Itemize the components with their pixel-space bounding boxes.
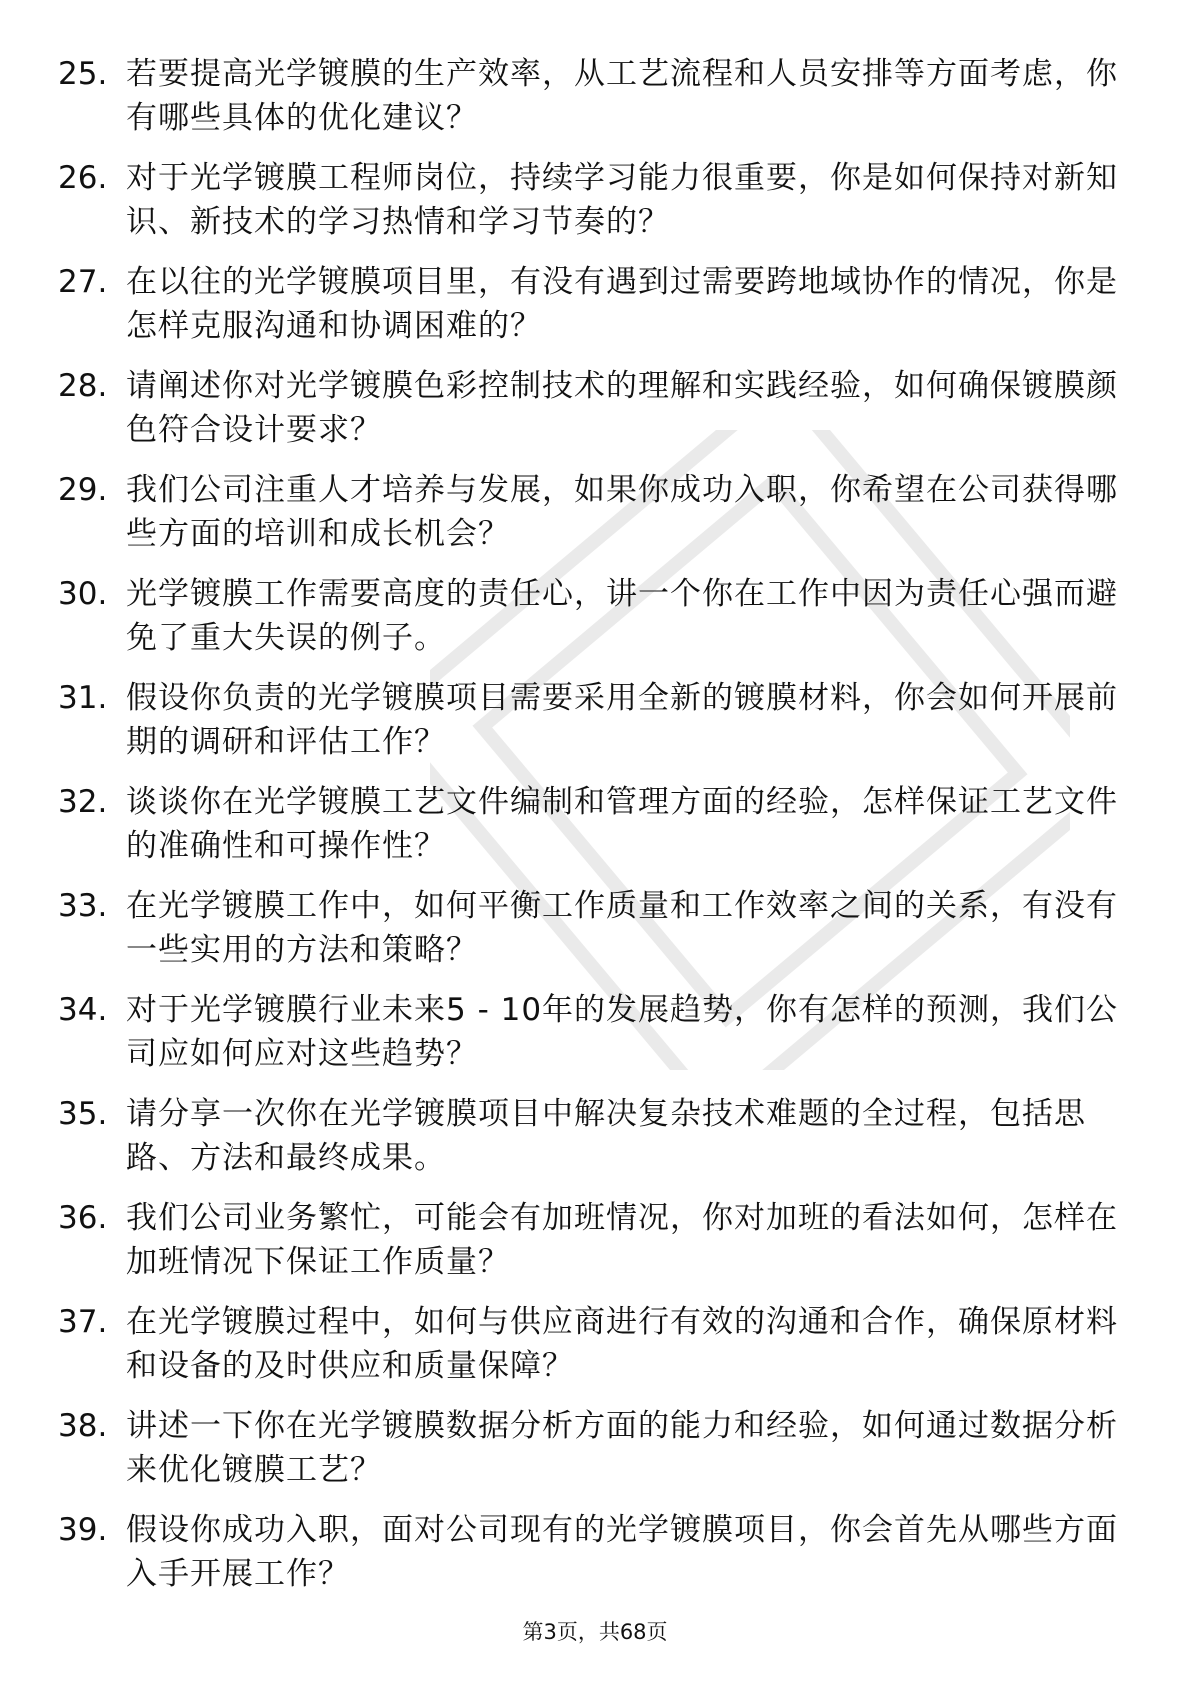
- question-number: 30.: [58, 576, 108, 612]
- question-text: 假设你成功入职，面对公司现有的光学镀膜项目，你会首先从哪些方面入手开展工作？: [126, 1512, 1118, 1592]
- question-number: 26.: [58, 160, 108, 196]
- question-number: 39.: [58, 1512, 108, 1548]
- question-text: 光学镀膜工作需要高度的责任心，讲一个你在工作中因为责任心强而避免了重大失误的例子。: [126, 576, 1118, 656]
- question-text: 在光学镀膜过程中，如何与供应商进行有效的沟通和合作，确保原材料和设备的及时供应和质量保障？: [126, 1304, 1118, 1384]
- question-number: 29.: [58, 472, 108, 508]
- question-number: 25.: [58, 56, 108, 92]
- question-text: 谈谈你在光学镀膜工艺文件编制和管理方面的经验，怎样保证工艺文件的准确性和可操作性？: [126, 784, 1118, 864]
- question-list: [58, 52, 1138, 1612]
- question-item: [58, 780, 1138, 884]
- question-item: [58, 468, 1138, 572]
- question-number: 33.: [58, 888, 108, 924]
- question-text: 假设你负责的光学镀膜项目需要采用全新的镀膜材料，你会如何开展前期的调研和评估工作？: [126, 680, 1118, 760]
- question-item: [58, 52, 1138, 156]
- question-number: 31.: [58, 680, 108, 716]
- question-item: [58, 1508, 1138, 1612]
- question-text: 若要提高光学镀膜的生产效率，从工艺流程和人员安排等方面考虑，你有哪些具体的优化建议？: [126, 56, 1118, 136]
- question-text: 请分享一次你在光学镀膜项目中解决复杂技术难题的全过程，包括思路、方法和最终成果。: [126, 1096, 1086, 1176]
- question-item: [58, 364, 1138, 468]
- question-number: 38.: [58, 1408, 108, 1444]
- question-item: [58, 676, 1138, 780]
- question-item: [58, 1300, 1138, 1404]
- question-number: 32.: [58, 784, 108, 820]
- question-text: 对于光学镀膜行业未来5 - 10年的发展趋势，你有怎样的预测，我们公司应如何应对这些趋势？: [126, 992, 1119, 1072]
- question-text: 我们公司业务繁忙，可能会有加班情况，你对加班的看法如何，怎样在加班情况下保证工作质量？: [126, 1200, 1118, 1280]
- question-number: 28.: [58, 368, 108, 404]
- question-text: 在光学镀膜工作中，如何平衡工作质量和工作效率之间的关系，有没有一些实用的方法和策略？: [126, 888, 1118, 968]
- question-number: 34.: [58, 992, 108, 1028]
- page-footer: 第3页，共68页: [522, 1620, 668, 1644]
- question-item: [58, 1196, 1138, 1300]
- question-item: [58, 1404, 1138, 1508]
- question-text: 对于光学镀膜工程师岗位，持续学习能力很重要，你是如何保持对新知识、新技术的学习热情和学习节奏的？: [126, 160, 1118, 240]
- question-item: [58, 156, 1138, 260]
- question-item: [58, 572, 1138, 676]
- question-text: 在以往的光学镀膜项目里，有没有遇到过需要跨地域协作的情况，你是怎样克服沟通和协调困难的？: [126, 264, 1118, 344]
- question-item: [58, 884, 1138, 988]
- question-item: [58, 260, 1138, 364]
- question-item: [58, 988, 1138, 1092]
- question-number: 37.: [58, 1304, 108, 1340]
- question-item: [58, 1092, 1138, 1196]
- question-number: 27.: [58, 264, 108, 300]
- question-number: 36.: [58, 1200, 108, 1236]
- question-text: 请阐述你对光学镀膜色彩控制技术的理解和实践经验，如何确保镀膜颜色符合设计要求？: [126, 368, 1118, 448]
- question-text: 我们公司注重人才培养与发展，如果你成功入职，你希望在公司获得哪些方面的培训和成长机会？: [126, 472, 1118, 552]
- question-text: 讲述一下你在光学镀膜数据分析方面的能力和经验，如何通过数据分析来优化镀膜工艺？: [126, 1408, 1118, 1488]
- question-number: 35.: [58, 1096, 108, 1132]
